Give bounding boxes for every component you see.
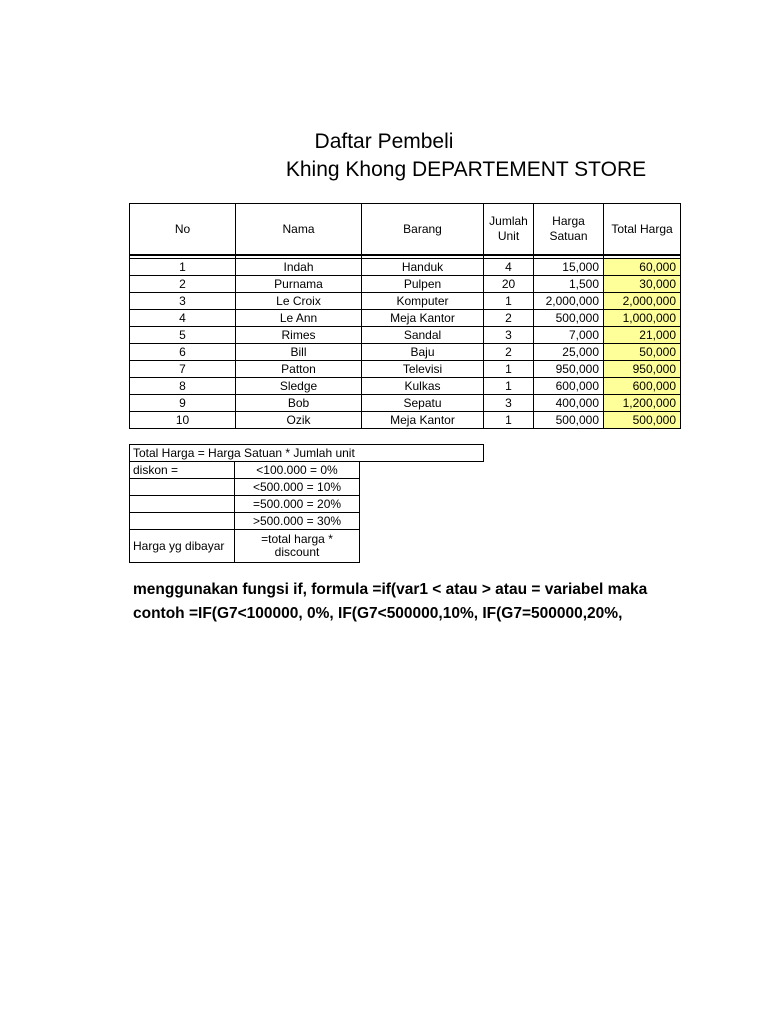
cell-no: 8 xyxy=(130,378,236,395)
table-row xyxy=(130,259,681,276)
diskon-label: diskon = xyxy=(130,462,235,479)
page-title: Daftar Pembeli xyxy=(314,130,454,153)
cell-harga: 25,000 xyxy=(534,344,604,361)
cell-harga: 1,500 xyxy=(534,276,604,293)
table-header-row xyxy=(130,204,681,256)
cell-no: 7 xyxy=(130,361,236,378)
total-formula-note: Total Harga = Harga Satuan * Jumlah unit xyxy=(130,445,484,462)
cell-nama: Rimes xyxy=(236,327,362,344)
cell-barang: Sepatu xyxy=(362,395,484,412)
cell-total: 50,000 xyxy=(604,344,681,361)
dibayar-label: Harga yg dibayar xyxy=(130,530,235,563)
cell-no: 9 xyxy=(130,395,236,412)
cell-no: 5 xyxy=(130,327,236,344)
header-harga-line1: Harga xyxy=(552,214,585,228)
header-jumlah-line1: Jumlah xyxy=(489,214,528,228)
cell-jumlah: 4 xyxy=(484,259,534,276)
cell-harga: 600,000 xyxy=(534,378,604,395)
cell-no: 3 xyxy=(130,293,236,310)
cell-jumlah: 1 xyxy=(484,293,534,310)
cell-nama: Indah xyxy=(236,259,362,276)
cell-barang: Baju xyxy=(362,344,484,361)
cell-total: 30,000 xyxy=(604,276,681,293)
store-title: Khing Khong DEPARTEMENT STORE xyxy=(285,158,647,181)
table-row xyxy=(130,412,681,429)
cell-nama: Le Ann xyxy=(236,310,362,327)
header-harga-line2: Satuan xyxy=(549,229,588,243)
header-harga-satuan xyxy=(534,204,604,256)
cell-nama: Purnama xyxy=(236,276,362,293)
cell-nama: Patton xyxy=(236,361,362,378)
cell-jumlah: 1 xyxy=(484,412,534,429)
diskon-rule: <100.000 = 0% xyxy=(235,462,360,479)
cell-no: 2 xyxy=(130,276,236,293)
cell-barang: Televisi xyxy=(362,361,484,378)
diskon-rule: <500.000 = 10% xyxy=(235,479,360,496)
cell-barang: Sandal xyxy=(362,327,484,344)
cell-total: 21,000 xyxy=(604,327,681,344)
cell-total: 60,000 xyxy=(604,259,681,276)
cell-total: 500,000 xyxy=(604,412,681,429)
formula-explanation: menggunakan fungsi if, formula =if(var1 < atau > atau = variabel maka xyxy=(133,581,648,598)
cell-nama: Bob xyxy=(236,395,362,412)
table-row xyxy=(130,276,681,293)
cell-harga: 15,000 xyxy=(534,259,604,276)
cell-barang: Handuk xyxy=(362,259,484,276)
cell-total: 1,200,000 xyxy=(604,395,681,412)
cell-harga: 950,000 xyxy=(534,361,604,378)
cell-no: 6 xyxy=(130,344,236,361)
cell-barang: Meja Kantor xyxy=(362,412,484,429)
table-row xyxy=(130,327,681,344)
cell-jumlah: 3 xyxy=(484,395,534,412)
cell-total: 600,000 xyxy=(604,378,681,395)
dibayar-formula xyxy=(235,530,360,563)
cell-jumlah: 1 xyxy=(484,378,534,395)
cell-barang: Kulkas xyxy=(362,378,484,395)
dibayar-line1: =total harga * xyxy=(261,532,333,546)
cell-total: 950,000 xyxy=(604,361,681,378)
cell-no: 1 xyxy=(130,259,236,276)
cell-jumlah: 20 xyxy=(484,276,534,293)
cell-harga: 400,000 xyxy=(534,395,604,412)
cell-barang: Komputer xyxy=(362,293,484,310)
cell-harga: 2,000,000 xyxy=(534,293,604,310)
header-jumlah-line2: Unit xyxy=(497,229,520,243)
table-row xyxy=(130,293,681,310)
cell-jumlah: 1 xyxy=(484,361,534,378)
cell-nama: Bill xyxy=(236,344,362,361)
header-jumlah-unit xyxy=(484,204,534,256)
header-barang: Barang xyxy=(362,204,484,256)
cell-barang: Meja Kantor xyxy=(362,310,484,327)
cell-nama: Sledge xyxy=(236,378,362,395)
cell-total: 1,000,000 xyxy=(604,310,681,327)
dibayar-line2: discount xyxy=(274,545,320,559)
cell-nama: Le Croix xyxy=(236,293,362,310)
formula-example: contoh =IF(G7<100000, 0%, IF(G7<500000,10%, IF(G7=500000,20%, xyxy=(133,605,623,622)
cell-harga: 500,000 xyxy=(534,412,604,429)
table-row xyxy=(130,395,681,412)
cell-jumlah: 3 xyxy=(484,327,534,344)
cell-jumlah: 2 xyxy=(484,310,534,327)
diskon-rule: =500.000 = 20% xyxy=(235,496,360,513)
cell-nama: Ozik xyxy=(236,412,362,429)
table-row xyxy=(130,361,681,378)
cell-jumlah: 2 xyxy=(484,344,534,361)
cell-no: 4 xyxy=(130,310,236,327)
table-row xyxy=(130,344,681,361)
cell-no: 10 xyxy=(130,412,236,429)
cell-barang: Pulpen xyxy=(362,276,484,293)
header-nama: Nama xyxy=(236,204,362,256)
table-row xyxy=(130,310,681,327)
header-total-harga: Total Harga xyxy=(604,204,681,256)
cell-harga: 500,000 xyxy=(534,310,604,327)
notes-table xyxy=(129,444,484,563)
header-no: No xyxy=(130,204,236,256)
purchase-table xyxy=(129,203,681,429)
cell-harga: 7,000 xyxy=(534,327,604,344)
table-row xyxy=(130,378,681,395)
diskon-rule: >500.000 = 30% xyxy=(235,513,360,530)
cell-total: 2,000,000 xyxy=(604,293,681,310)
